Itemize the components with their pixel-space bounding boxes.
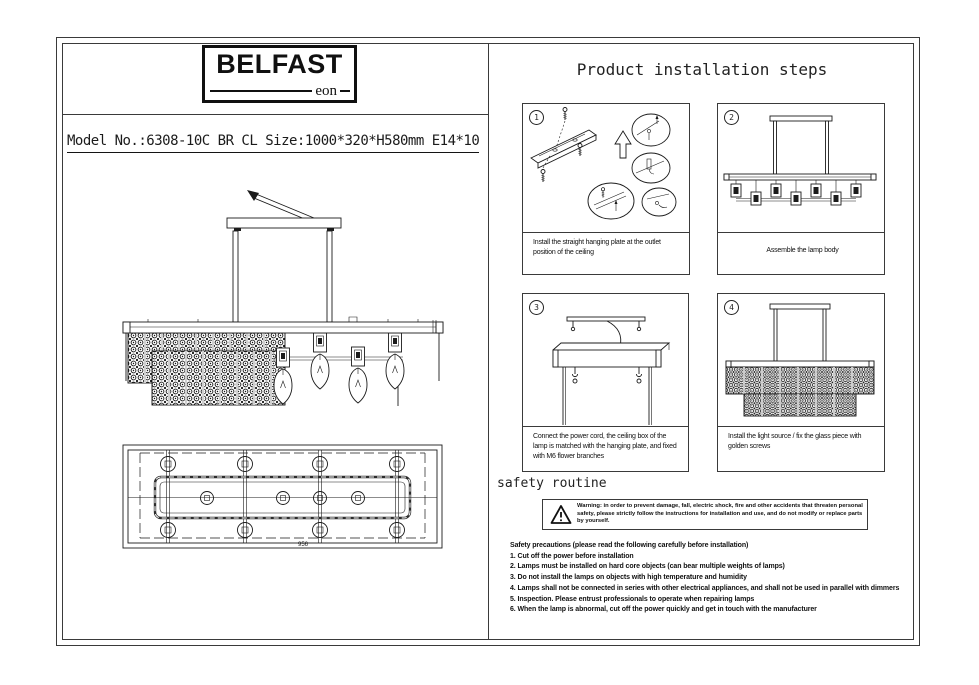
step-3-illustration — [523, 294, 688, 426]
logo-rule — [210, 90, 312, 92]
step-number-badge: 2 — [724, 110, 739, 125]
step-number-badge: 1 — [529, 110, 544, 125]
step-box-3 — [522, 293, 689, 472]
column-divider — [488, 43, 489, 640]
precaution-item: 6. When the lamp is abnormal, cut off the power quickly and get in touch with the manufacturer — [510, 606, 817, 614]
step-caption: Install the light source / fix the glass piece with golden screws — [718, 426, 884, 471]
brand-name: BELFAST — [216, 49, 343, 79]
installation-title: Product installation steps — [576, 60, 828, 79]
logo-rule-short — [340, 90, 350, 92]
step-caption: Install the straight hanging plate at the outlet position of the ceiling — [523, 232, 689, 274]
step-box-2 — [717, 103, 885, 275]
step-4-illustration-area — [718, 294, 884, 426]
brand-logo — [202, 45, 357, 103]
step-4-illustration — [718, 294, 884, 426]
model-line: Model No.:6308-10C BR CL Size:1000*320*H580mm E14*10 — [67, 133, 479, 153]
warning-text: Warning: in order to prevent damage, fall, electric shock, fire and other accidents that threaten personal safety, please strictly follow the instructions for installation and use, and do not modify or replace parts by yourself. — [577, 503, 863, 525]
plan-dimension-label: 956 — [297, 542, 308, 548]
side-view-drawing — [88, 178, 468, 423]
warning-box — [542, 499, 868, 530]
step-number-badge: 4 — [724, 300, 739, 315]
precaution-item: 2. Lamps must be installed on hard core objects (can bear multiple weights of lamps) — [510, 563, 785, 571]
step-box-1 — [522, 103, 690, 275]
precautions-title: Safety precautions (please read the following carefully before installation) — [510, 542, 749, 549]
precaution-item: 3. Do not install the lamps on objects with high temperature and humidity — [510, 574, 747, 582]
step-caption: Assemble the lamp body — [718, 232, 884, 274]
warning-triangle-icon — [550, 504, 572, 525]
precaution-item: 4. Lamps shall not be connected in series with other electrical appliances, and shall not be used in parallel with dimmers — [510, 584, 900, 592]
step-number-badge: 3 — [529, 300, 544, 315]
step-2-illustration — [718, 104, 884, 232]
precaution-item: 1. Cut off the power before installation — [510, 552, 634, 560]
safety-heading: safety routine — [497, 476, 607, 491]
brand-tagline-row — [210, 85, 350, 97]
step-1-illustration — [523, 104, 689, 232]
step-caption: Connect the power cord, the ceiling box of the lamp is matched with the hanging plate, and fixed with M6 flower branches — [523, 426, 688, 471]
brand-tagline: eon — [315, 83, 337, 99]
safety-precautions — [510, 541, 914, 616]
step-2-illustration-area — [718, 104, 884, 232]
header-divider — [62, 114, 489, 115]
step-1-illustration-area — [523, 104, 689, 232]
precaution-item: 5. Inspection. Please entrust professionals to operate when repairing lamps — [510, 595, 755, 603]
step-3-illustration-area — [523, 294, 688, 426]
plan-view-drawing — [120, 437, 445, 552]
step-box-4 — [717, 293, 885, 472]
